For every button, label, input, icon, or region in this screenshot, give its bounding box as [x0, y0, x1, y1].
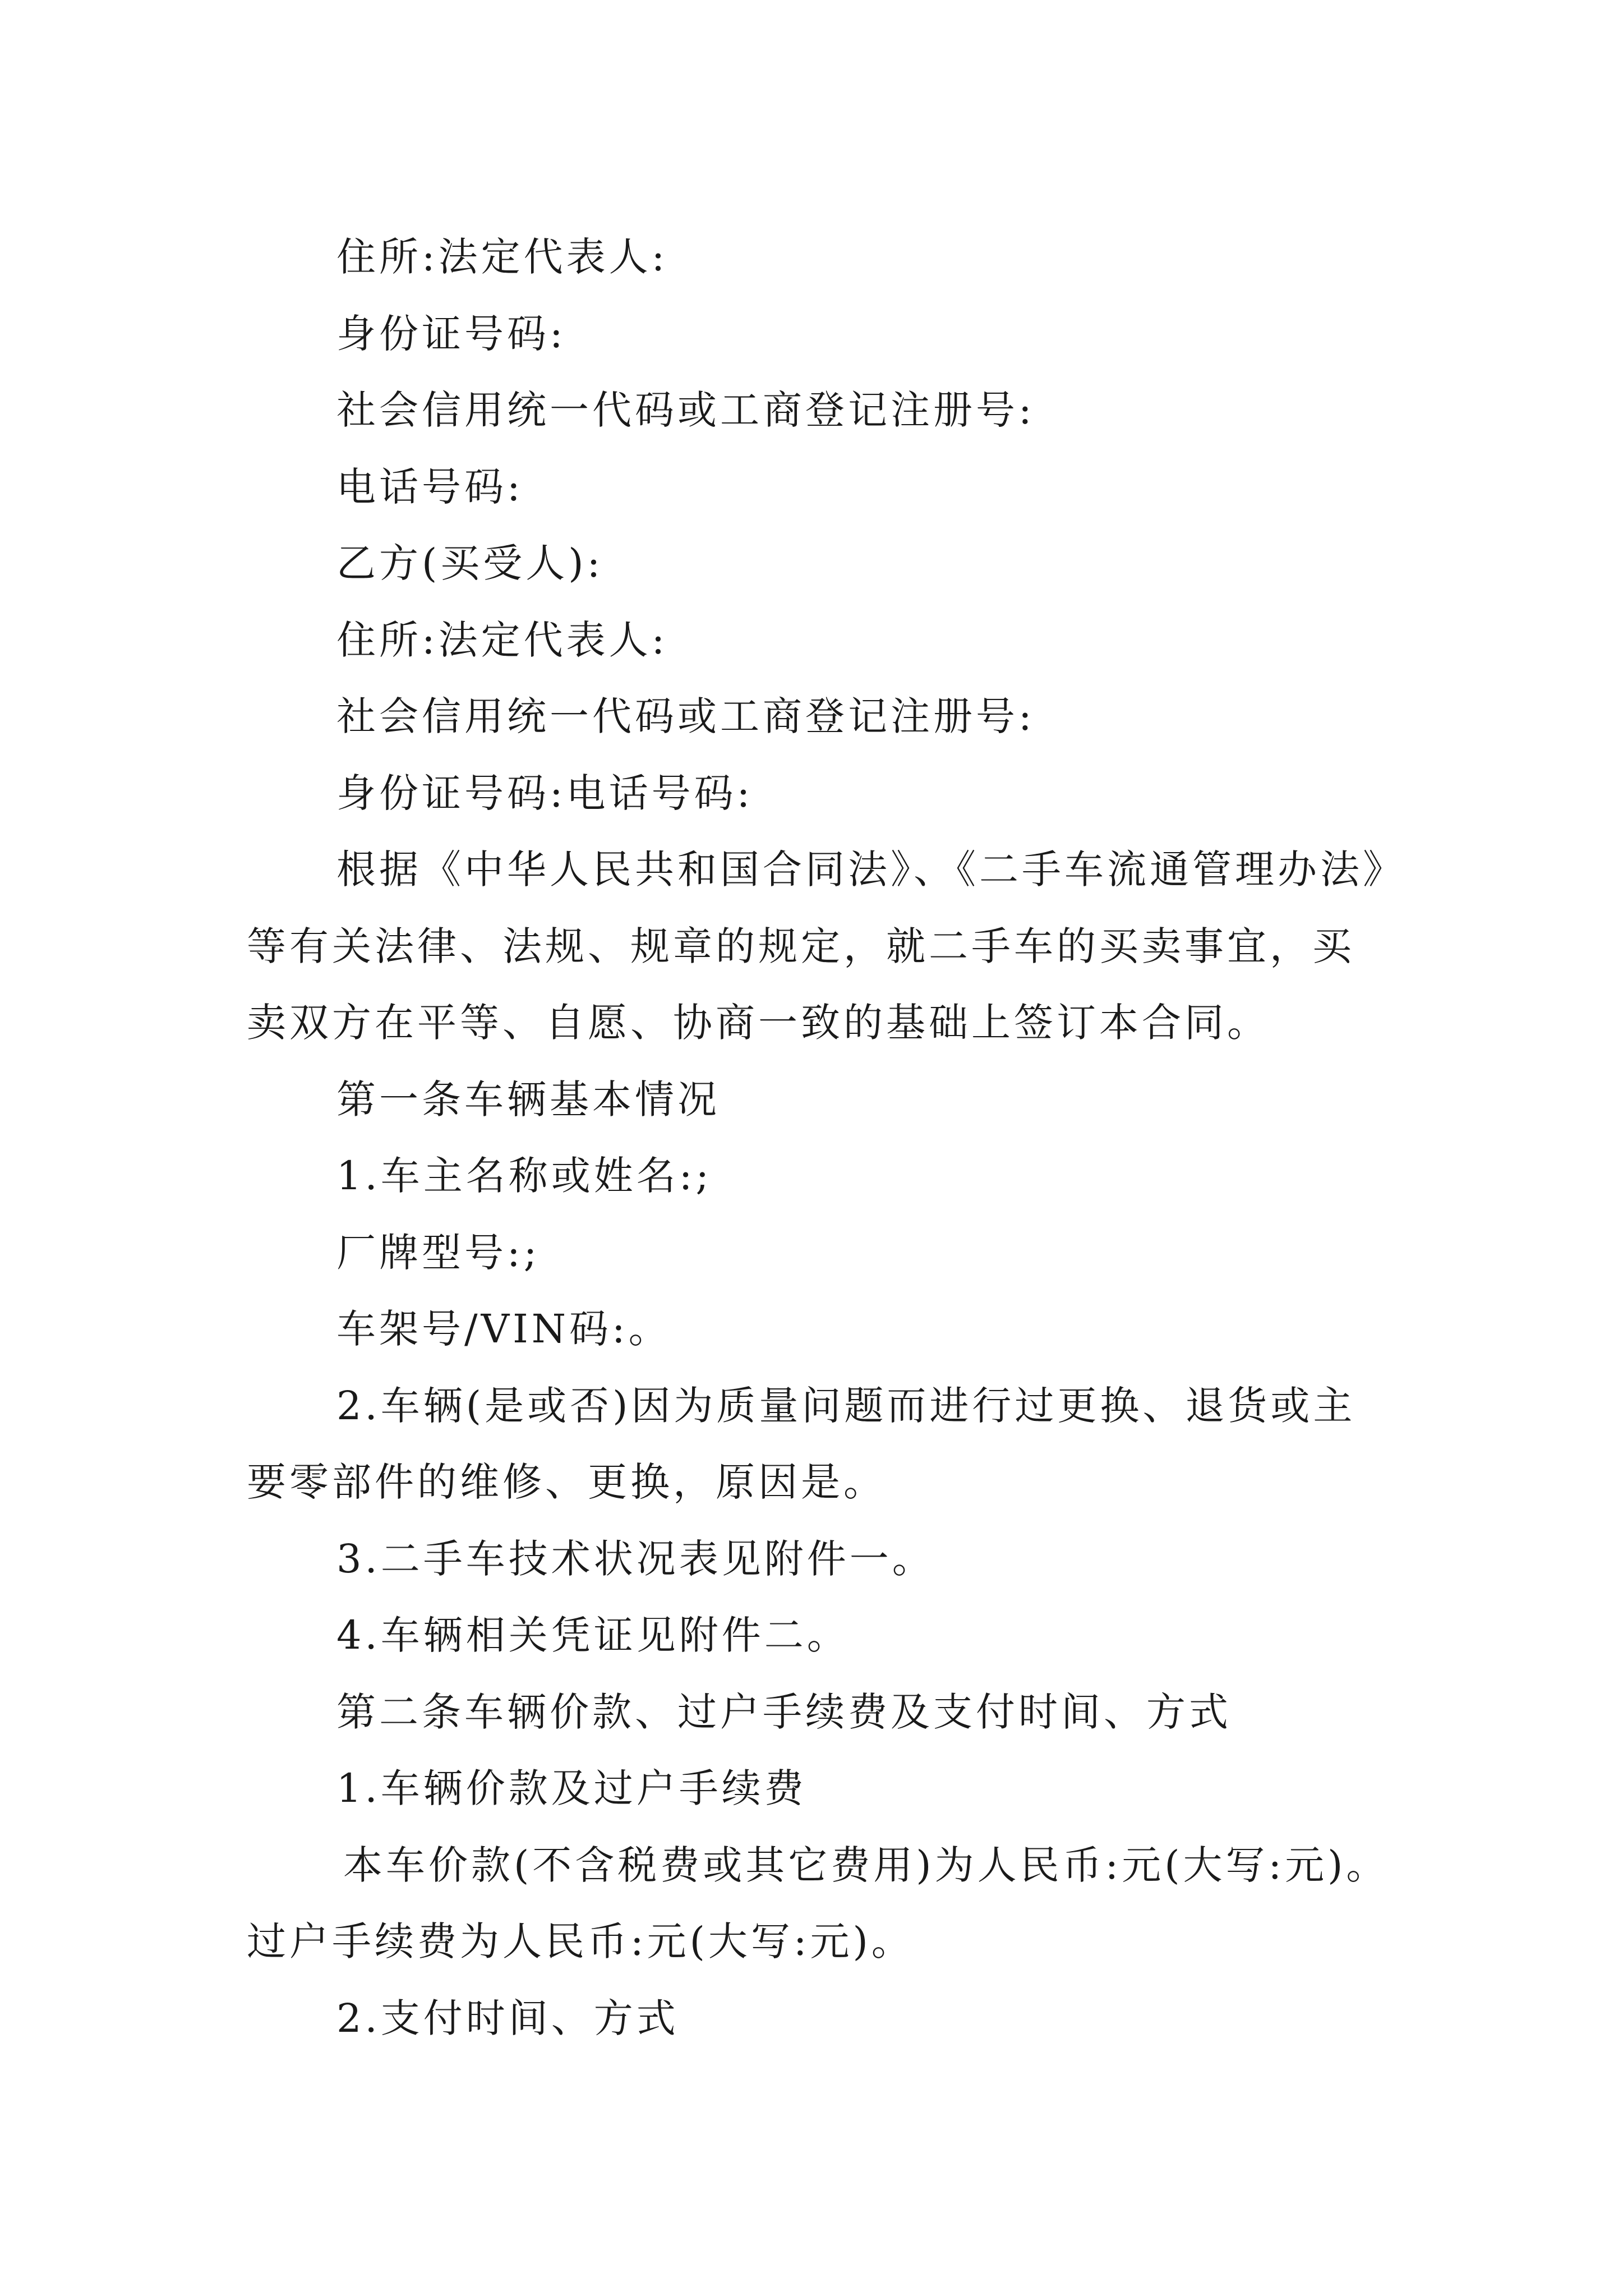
article-1-item-4: 4.车辆相关凭证见附件二。	[336, 1612, 850, 1658]
party-b-credit-code-line: 社会信用统一代码或工商登记注册号:	[336, 693, 1035, 739]
article-1-item-1: 1.车主名称或姓名:;	[336, 1153, 712, 1199]
preamble-paragraph-line-3: 卖双方在平等、自愿、协商一致的基础上签订本合同。	[247, 1000, 1270, 1046]
preamble-paragraph-line-1: 根据《中华人民共和国合同法》、《二手车流通管理办法》	[336, 846, 1405, 892]
article-1-item-2-line-1: 2.车辆(是或否)因为质量问题而进行过更换、退货或主	[336, 1382, 1356, 1429]
article-2-price-line: 本车价款(不含税费或其它费用)为人民币:元(大写:元)。	[343, 1842, 1389, 1888]
article-1-heading: 第一条车辆基本情况	[336, 1076, 720, 1122]
preamble-paragraph-line-2: 等有关法律、法规、规章的规定，就二手车的买卖事宜，买	[247, 923, 1355, 969]
document-body	[247, 219, 1405, 2056]
article-1-vin: 车架号/VIN码:。	[336, 1306, 671, 1352]
article-2-item-2: 2.支付时间、方式	[336, 1995, 679, 2041]
party-b-heading: 乙方(买受人):	[336, 540, 604, 586]
article-2-transfer-fee-line: 过户手续费为人民币:元(大写:元)。	[247, 1918, 914, 1964]
article-1-item-2-line-2: 要零部件的维修、更换，原因是。	[247, 1459, 886, 1505]
party-a-credit-code-line: 社会信用统一代码或工商登记注册号:	[336, 387, 1035, 433]
article-1-item-3: 3.二手车技术状况表见附件一。	[336, 1535, 935, 1582]
party-a-id-line: 身份证号码:	[336, 310, 566, 357]
party-a-phone-line: 电话号码:	[336, 463, 524, 510]
party-b-id-phone-line: 身份证号码:电话号码:	[336, 770, 754, 816]
party-a-address-line: 住所:法定代表人:	[336, 234, 668, 280]
article-2-heading: 第二条车辆价款、过户手续费及支付时间、方式	[336, 1688, 1232, 1735]
article-2-item-1: 1.车辆价款及过户手续费	[336, 1765, 807, 1811]
article-1-brand-model: 厂牌型号:;	[336, 1229, 541, 1276]
party-b-address-line: 住所:法定代表人:	[336, 616, 668, 663]
